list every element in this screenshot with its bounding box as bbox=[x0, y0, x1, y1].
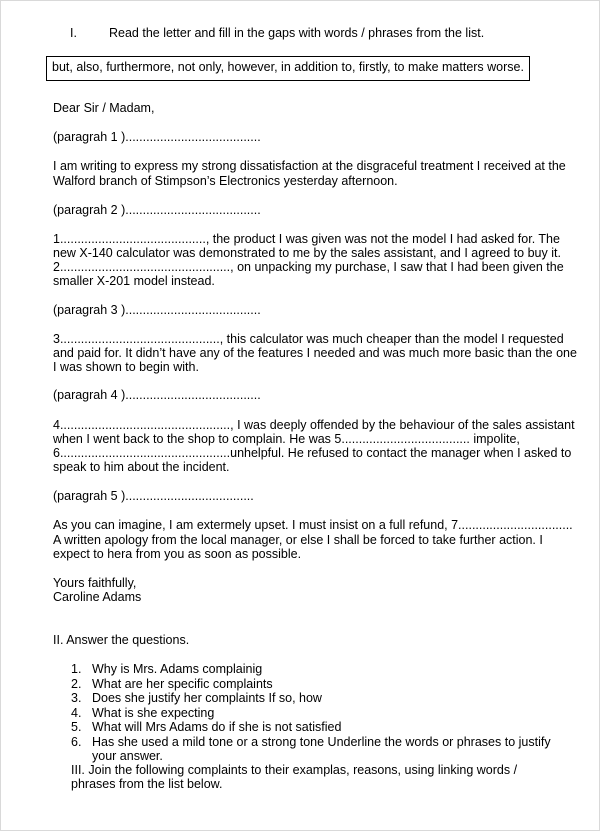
question-item: 1. Why is Mrs. Adams complainig bbox=[71, 662, 263, 676]
paragraph-1-line-1: I am writing to express my strong dissatisfaction at the disgraceful treatment I received at the bbox=[53, 159, 566, 173]
word-list-box: but, also, furthermore, not only, however, in addition to, firstly, to make matters worse. bbox=[46, 56, 530, 81]
paragraph-4-line-1: 4................................................., I was deeply offended by the behaviour of the sales assistant bbox=[53, 418, 575, 432]
question-item: 5. What will Mrs Adams do if she is not satisfied bbox=[71, 720, 342, 734]
question-item-continued: your answer. bbox=[92, 749, 163, 763]
section2-title: II. Answer the questions. bbox=[53, 633, 190, 647]
paragraph-3-line-2: and paid for. It didn’t have any of the features I needed and was much more basic than the one bbox=[53, 346, 577, 360]
paragraph-1-line-2: Walford branch of Stimpson’s Electronics yesterday afternoon. bbox=[53, 174, 398, 188]
section3-line-2: phrases from the list below. bbox=[71, 777, 223, 791]
paragraph-2-label: (paragrah 2 )....................................... bbox=[53, 203, 261, 217]
section1-number: I. bbox=[70, 26, 77, 40]
question-item: 2. What are her specific complaints bbox=[71, 676, 273, 691]
closing: Yours faithfully, bbox=[53, 576, 137, 590]
paragraph-2-line-4: smaller X-201 model instead. bbox=[53, 274, 215, 288]
paragraph-3-line-3: I was shown to begin with. bbox=[53, 360, 199, 374]
questions-list bbox=[71, 662, 551, 764]
paragraph-2-line-1: 1.........................................., the product I was given was not the model I had asked for. The bbox=[53, 232, 560, 246]
question-item: 3. Does she justify her complaints If so, how bbox=[71, 691, 322, 705]
paragraph-5-label: (paragrah 5 )..................................... bbox=[53, 489, 254, 503]
section3-line-1: III. Join the following complaints to their examplas, reasons, using linking words / bbox=[71, 763, 518, 777]
signature: Caroline Adams bbox=[53, 590, 142, 604]
salutation: Dear Sir / Madam, bbox=[53, 101, 155, 115]
paragraph-1-label: (paragrah 1 )....................................... bbox=[53, 130, 261, 144]
paragraph-4-line-2: when I went back to the shop to complain. He was 5..................................... impolite, bbox=[53, 432, 520, 446]
paragraph-4-line-3: 6.................................................unhelpful. He refused to contact the manager when I asked to bbox=[53, 446, 572, 460]
paragraph-5-line-2: A written apology from the local manager, or else I shall be forced to take further action. I bbox=[53, 533, 543, 547]
section1-heading bbox=[53, 26, 484, 41]
paragraph-5-line-1: As you can imagine, I am extermely upset. I must insist on a full refund, 7................................. bbox=[53, 518, 573, 532]
paragraph-2-line-3: 2................................................., on unpacking my purchase, I saw that I had been given the bbox=[53, 260, 564, 274]
paragraph-4-line-4: speak to him about the incident. bbox=[53, 460, 230, 474]
question-item: 6. Has she used a mild tone or a strong tone Underline the words or phrases to justify bbox=[71, 734, 551, 749]
question-item: 4. What is she expecting bbox=[71, 705, 215, 720]
paragraph-4-label: (paragrah 4 )....................................... bbox=[53, 388, 261, 402]
section1-instruction: Read the letter and fill in the gaps with words / phrases from the list. bbox=[109, 26, 485, 40]
paragraph-5-line-3: expect to hera from you as soon as possible. bbox=[53, 547, 302, 561]
paragraph-3-line-1: 3.............................................., this calculator was much cheaper than the model I requested bbox=[53, 332, 564, 346]
paragraph-2-line-2: new X-140 calculator was demonstrated to me by the sales assistant, and I agreed to buy it. bbox=[53, 246, 561, 260]
paragraph-3-label: (paragrah 3 )....................................... bbox=[53, 303, 261, 317]
